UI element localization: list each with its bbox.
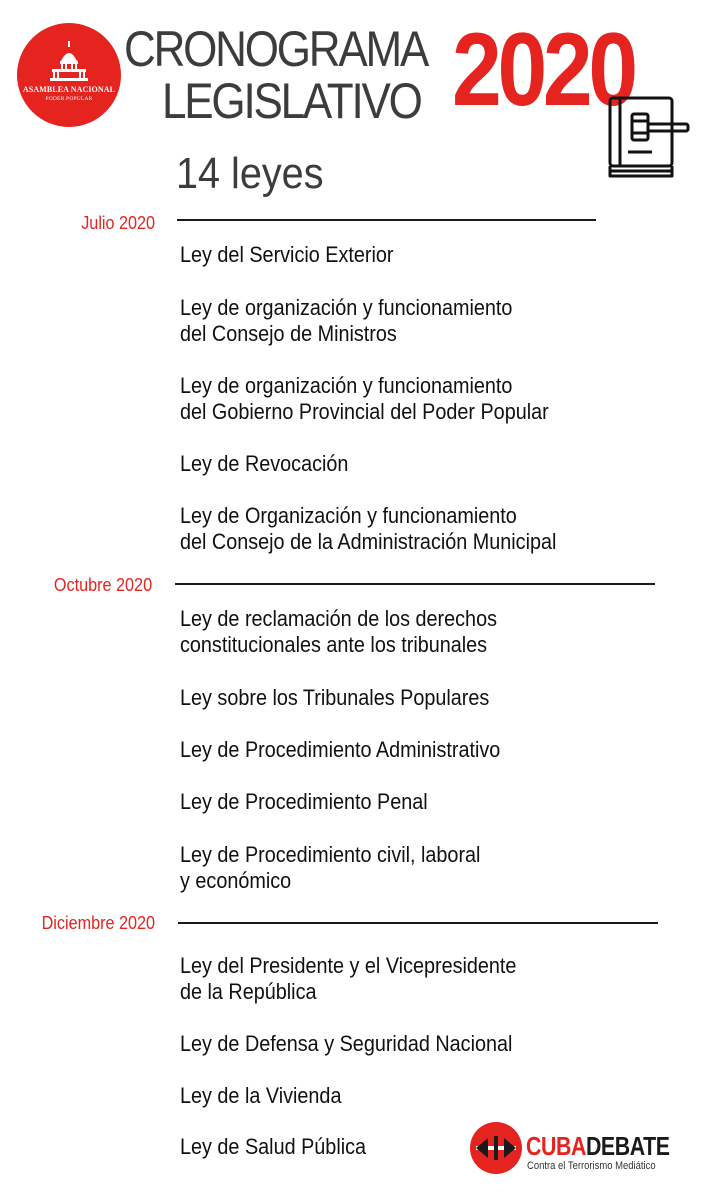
law-item — [180, 451, 348, 477]
law-title-line: Ley de Procedimiento Penal — [180, 789, 428, 814]
law-item — [180, 789, 428, 815]
cubadebate-logo — [470, 1122, 522, 1174]
law-item — [180, 1134, 366, 1160]
arrows-icon — [470, 1122, 522, 1174]
law-title-line: del Consejo de Ministros — [180, 321, 397, 346]
law-item — [180, 1031, 512, 1057]
law-title-line: Ley de Procedimiento civil, laboral — [180, 842, 481, 867]
brand-part-2: DEBATE — [585, 1131, 670, 1161]
section-divider — [177, 219, 596, 221]
laws-count: 14 leyes — [176, 149, 324, 198]
law-title-line: Ley de Revocación — [180, 451, 349, 476]
law-item — [180, 503, 556, 555]
law-item — [180, 606, 497, 658]
law-title-line: Ley del Presidente y el Vicepresidente — [180, 953, 517, 978]
capitol-dome-icon — [47, 39, 91, 83]
law-item — [180, 373, 549, 425]
title-line-1: CRONOGRAMA — [124, 21, 428, 77]
logo-line-2: PODER POPULAR — [45, 96, 93, 102]
month-label: Julio 2020 — [81, 213, 155, 233]
law-title-line: Ley de organización y funcionamiento — [180, 373, 513, 398]
title-year: 2020 — [452, 12, 634, 128]
brand-part-1: CUBA — [526, 1131, 586, 1161]
law-item — [180, 685, 489, 711]
cubadebate-tagline: Contra el Terrorismo Mediático — [527, 1160, 656, 1172]
law-item — [180, 737, 500, 763]
law-title-line: constitucionales ante los tribunales — [180, 632, 488, 657]
month-label: Diciembre 2020 — [41, 913, 155, 933]
law-title-line: Ley de Organización y funcionamiento — [180, 503, 517, 528]
law-title-line: y económico — [180, 868, 292, 893]
law-item — [180, 842, 480, 894]
law-title-line: Ley sobre los Tribunales Populares — [180, 685, 490, 710]
law-title-line: Ley del Servicio Exterior — [180, 242, 394, 267]
section-divider — [175, 583, 655, 585]
law-item — [180, 953, 516, 1005]
month-label: Octubre 2020 — [53, 575, 152, 595]
law-title-line: Ley de Procedimiento Administrativo — [180, 737, 501, 762]
law-title-line: Ley de la Vivienda — [180, 1083, 342, 1108]
law-title-line: Ley de Salud Pública — [180, 1134, 367, 1159]
cubadebate-brand — [526, 1133, 670, 1159]
law-book-gavel-icon — [606, 94, 696, 180]
law-title-line: Ley de Defensa y Seguridad Nacional — [180, 1031, 513, 1056]
law-item — [180, 242, 393, 268]
law-title-line: de la República — [180, 979, 317, 1004]
section-divider — [178, 922, 658, 924]
asamblea-nacional-logo — [17, 23, 121, 127]
law-item — [180, 1083, 341, 1109]
law-title-line: del Consejo de la Administración Municipal — [180, 529, 557, 554]
law-title-line: del Gobierno Provincial del Poder Popular — [180, 399, 549, 424]
title-line-2: LEGISLATIVO — [162, 73, 421, 129]
law-item — [180, 295, 512, 347]
law-title-line: Ley de reclamación de los derechos — [180, 606, 497, 631]
logo-line-1: ASAMBLEA NACIONAL — [22, 85, 116, 94]
law-title-line: Ley de organización y funcionamiento — [180, 295, 513, 320]
